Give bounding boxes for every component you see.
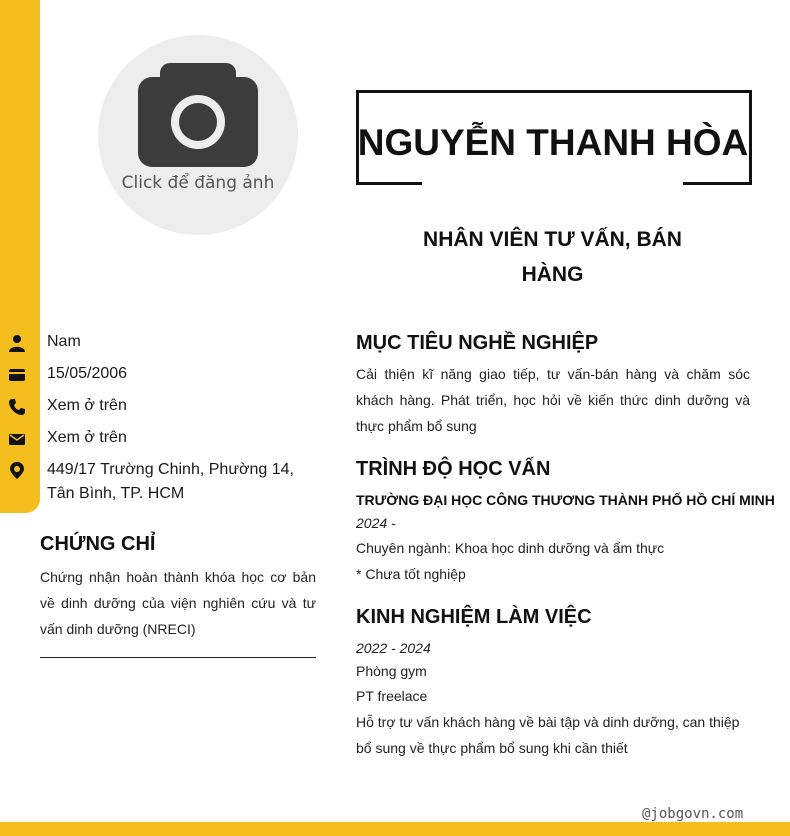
info-gender [0,330,320,362]
phone-icon [8,398,26,416]
location-pin-icon [8,460,26,480]
address-value: 449/17 Trường Chinh, Phường 14, Tân Bình, TP. HCM [47,461,294,502]
birthdate-value: 15/05/2006 [47,365,128,382]
info-phone [0,394,320,426]
experience-period: 2022 - 2024 [356,640,431,656]
education-title: TRÌNH ĐỘ HỌC VẤN [356,458,551,480]
certificates-text: Chứng nhận hoàn thành khóa học cơ bản về dinh dưỡng của viện nghiên cứu và tư vấn dinh dưỡng (NRECI) [40,569,316,637]
mail-icon [8,430,26,448]
objective-title: MỤC TIÊU NGHỀ NGHIỆP [356,332,599,354]
experience-role: PT freelace [356,688,428,704]
info-birthdate [0,362,320,394]
info-address [0,458,320,506]
experience-title: KINH NGHIỆM LÀM VIỆC [356,606,592,628]
email-value: Xem ở trên [47,429,127,446]
education-school: TRƯỜNG ĐẠI HỌC CÔNG THƯƠNG THÀNH PHỐ HỒ CHÍ MINH [356,492,775,508]
experience-description: Hỗ trợ tư vấn khách hàng về bài tập và dinh dưỡng, can thiệp bổ sung về thực phẩm bổ sung khi cần thiết [356,714,740,756]
calendar-card-icon [8,366,26,384]
gender-value: Nam [47,333,81,350]
name-frame-bottom-left [356,182,422,185]
info-email [0,426,320,458]
education-note: * Chưa tốt nghiệp [356,566,466,582]
education-period: 2024 - [356,515,396,531]
education-major: Chuyên ngành: Khoa học dinh dưỡng và ẩm thực [356,540,665,556]
photo-upload[interactable] [98,35,298,235]
photo-caption: Click để đăng ảnh [121,173,275,193]
certificates-divider [40,657,316,658]
phone-value: Xem ở trên [47,397,127,414]
name-frame-bottom-right [683,182,749,185]
experience-place: Phòng gym [356,663,427,679]
watermark: @jobgovn.com [642,806,744,822]
certificates-title: CHỨNG CHỈ [40,533,156,555]
personal-info [0,330,320,506]
bottom-accent-band [0,822,790,836]
candidate-name: NGUYỄN THANH HÒA [357,122,749,163]
job-title: NHÂN VIÊN TƯ VẤN, BÁN HÀNG [423,228,682,286]
camera-icon [138,63,258,167]
user-icon [8,334,26,352]
objective-text: Cải thiện kĩ năng giao tiếp, tư vấn-bán hàng và chăm sóc khách hàng. Phát triển, học hỏi về kiến thức dinh dưỡng và thực phẩm bổ sung [356,366,750,434]
